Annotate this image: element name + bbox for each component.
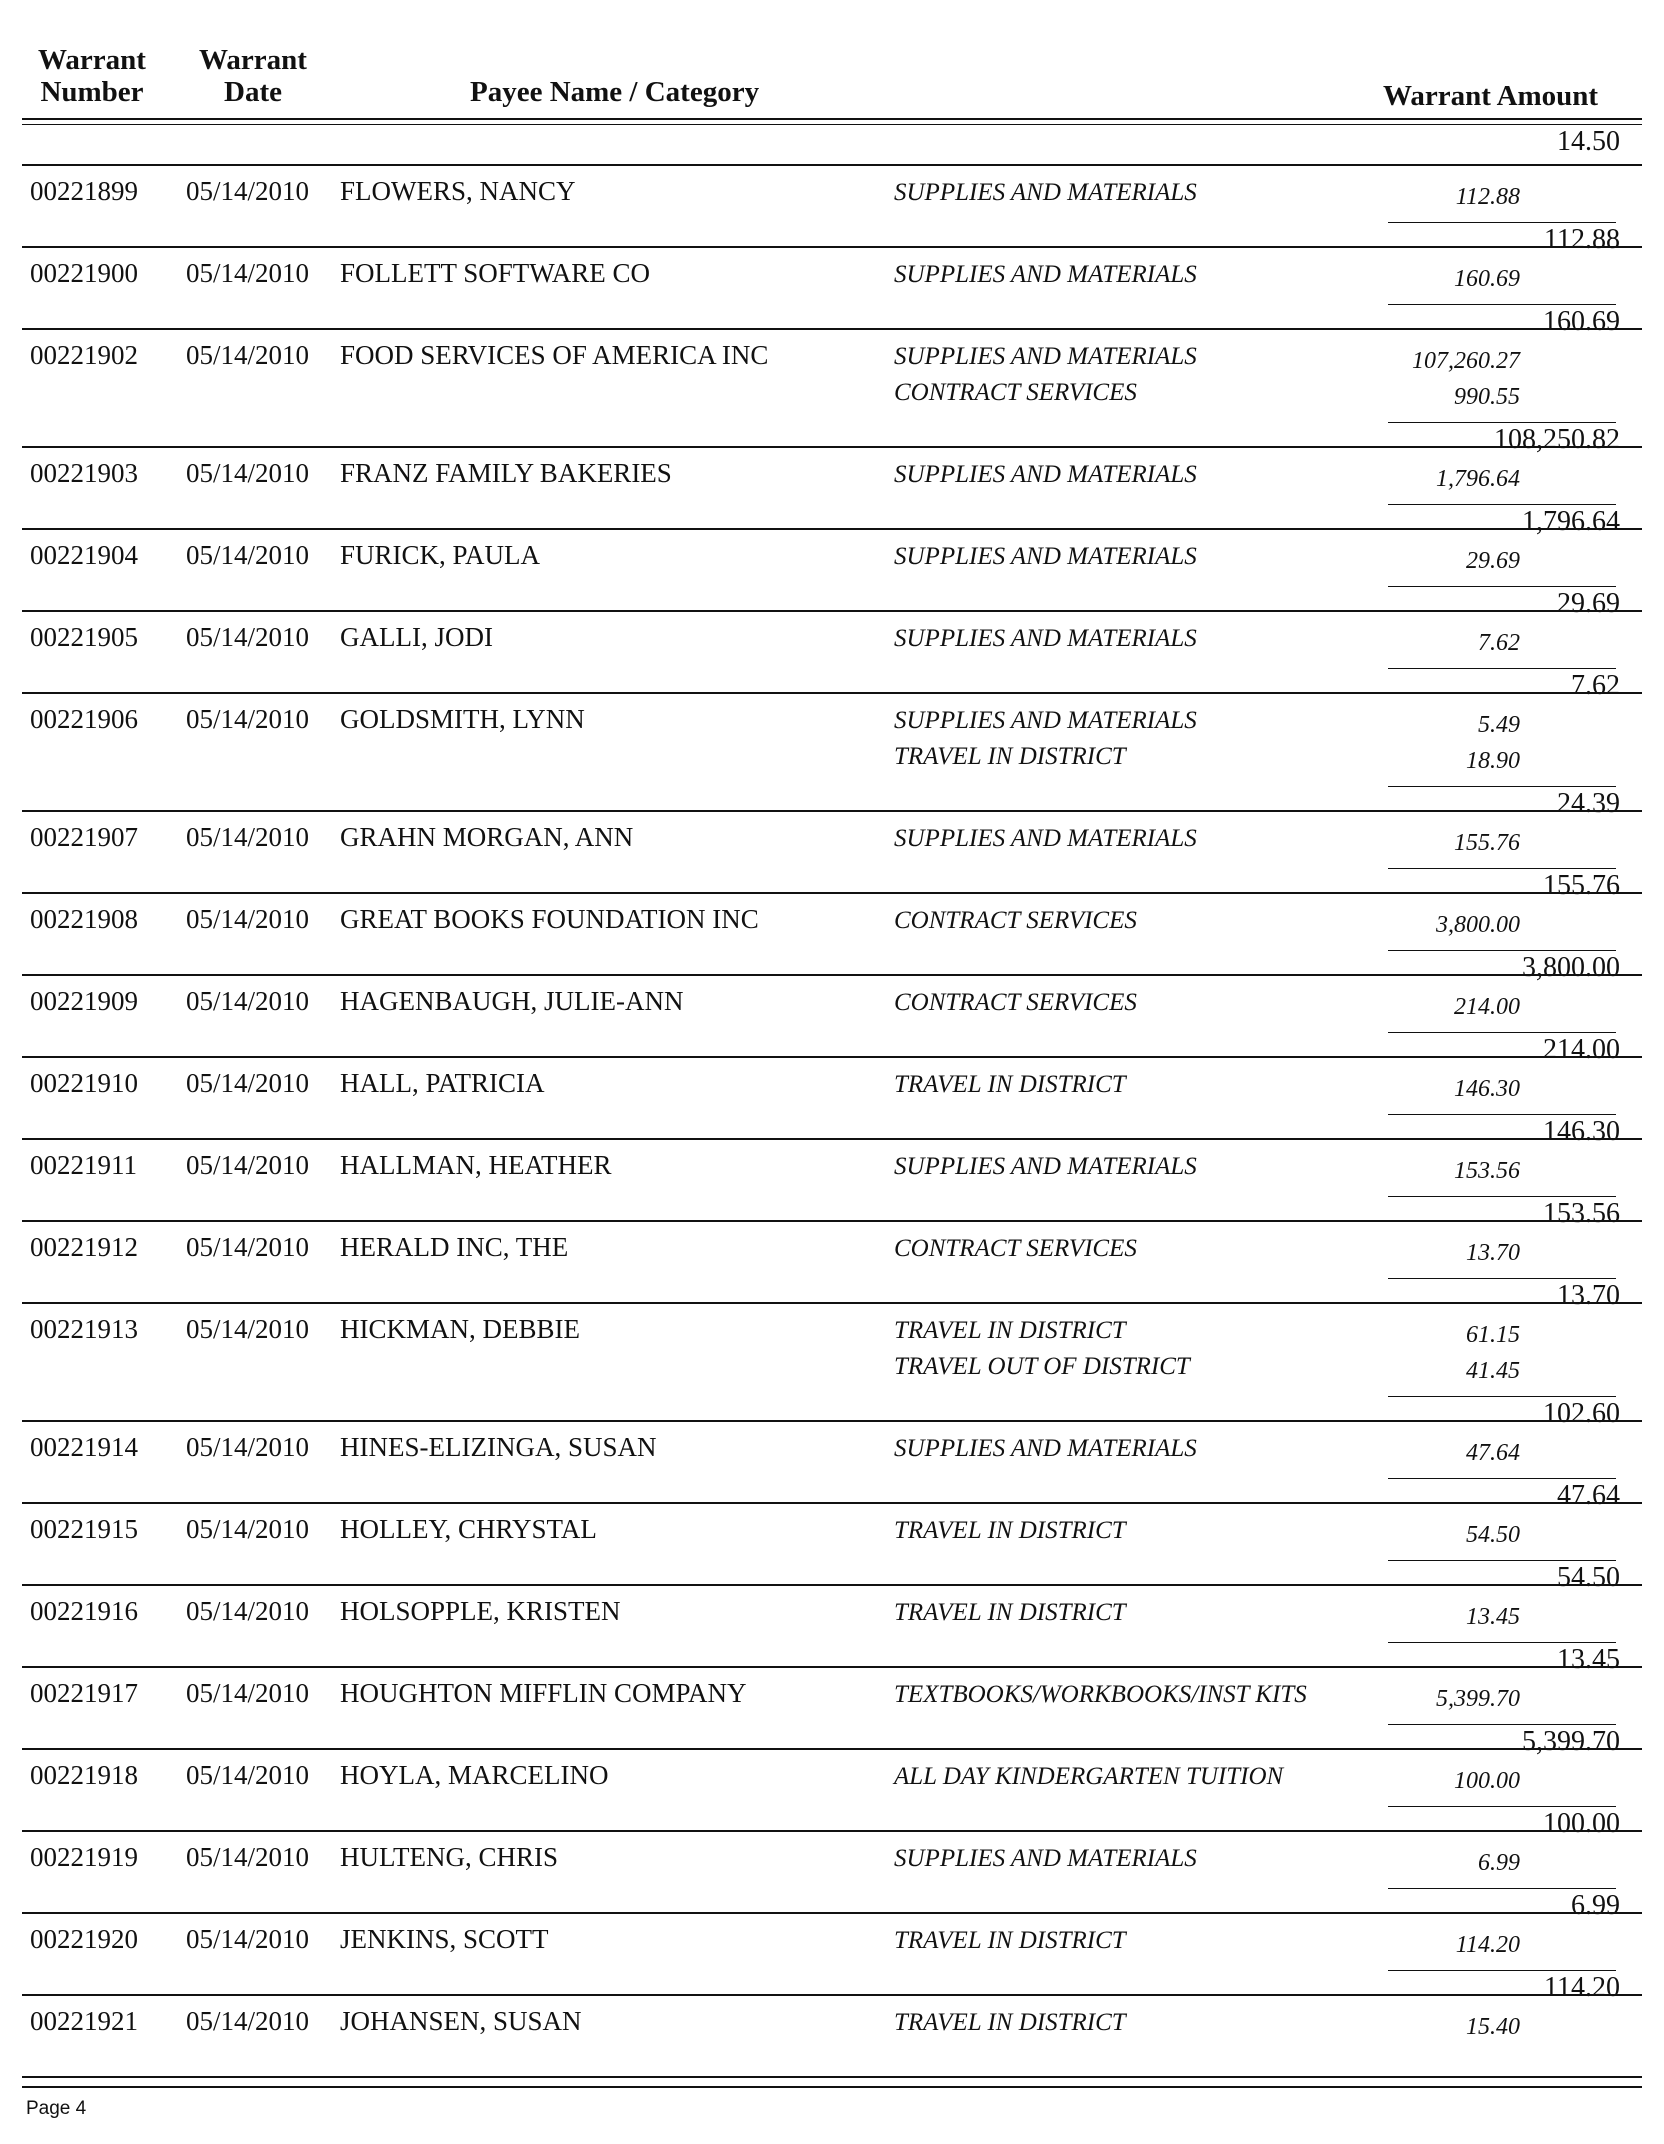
warrant-row <box>0 164 1664 255</box>
warrant-total: 160.69 <box>1543 306 1620 337</box>
category: SUPPLIES AND MATERIALS <box>894 543 1197 570</box>
subtotal-rule <box>1388 586 1616 587</box>
line-amount: 29.69 <box>1466 548 1520 574</box>
warrant-row <box>0 974 1664 1065</box>
warrant-row <box>0 1912 1664 2003</box>
warrant-number: 00221907 <box>30 822 138 852</box>
category: SUPPLIES AND MATERIALS <box>894 179 1197 206</box>
line-amount-list <box>1390 1930 1520 1966</box>
warrant-row <box>0 1666 1664 1757</box>
warrant-number: 00221921 <box>30 2006 138 2036</box>
warrant-total: 112.88 <box>1544 224 1620 255</box>
line-amount-list <box>1390 1848 1520 1884</box>
line-amount: 990.55 <box>1454 384 1520 410</box>
warrant-total: 155.76 <box>1543 870 1620 901</box>
subtotal-rule <box>1388 1806 1616 1807</box>
warrant-total: 114.20 <box>1544 1972 1620 2003</box>
warrant-date: 05/14/2010 <box>186 258 310 288</box>
row-rule <box>22 892 1642 894</box>
subtotal-rule <box>1388 950 1616 951</box>
subtotal-rule <box>1388 1396 1616 1397</box>
header-warrant-date: Warrant Date <box>199 44 307 108</box>
category-list <box>894 906 1137 942</box>
row-rule <box>22 1584 1642 1586</box>
line-amount: 214.00 <box>1454 994 1520 1020</box>
warrant-date: 05/14/2010 <box>186 1760 310 1790</box>
subtotal-rule <box>1388 868 1616 869</box>
line-amount: 112.88 <box>1455 184 1520 210</box>
row-rule <box>22 446 1642 448</box>
warrant-total: 3,800.00 <box>1522 952 1620 983</box>
row-rule <box>22 1912 1642 1914</box>
warrant-row <box>0 1584 1664 1675</box>
line-amount: 54.50 <box>1466 1522 1520 1548</box>
row-rule <box>22 1994 1642 1996</box>
warrant-number: 00221912 <box>30 1232 138 1262</box>
line-amount: 107,260.27 <box>1412 348 1520 374</box>
line-amount-list <box>1390 1520 1520 1556</box>
category-list <box>894 1516 1126 1552</box>
warrant-date: 05/14/2010 <box>186 458 310 488</box>
warrant-number: 00221904 <box>30 540 138 570</box>
category-list <box>894 260 1197 296</box>
category: TRAVEL IN DISTRICT <box>894 1071 1126 1098</box>
line-amount: 153.56 <box>1454 1158 1520 1184</box>
payee-name: HALL, PATRICIA <box>340 1068 545 1098</box>
line-amount: 100.00 <box>1454 1768 1520 1794</box>
warrant-row <box>0 1220 1664 1311</box>
line-amount: 41.45 <box>1466 1358 1520 1384</box>
warrant-date: 05/14/2010 <box>186 704 310 734</box>
category: ALL DAY KINDERGARTEN TUITION <box>894 1763 1284 1790</box>
category-list <box>894 1762 1283 1798</box>
category-list <box>894 1152 1197 1188</box>
header-warrant-number: Warrant Number <box>38 44 146 108</box>
row-rule <box>22 1420 1642 1422</box>
line-amount: 13.45 <box>1466 1604 1520 1630</box>
footer-rule <box>22 2086 1642 2088</box>
category: SUPPLIES AND MATERIALS <box>894 343 1197 370</box>
warrant-row <box>0 446 1664 537</box>
category: TRAVEL OUT OF DISTRICT <box>894 1353 1190 1380</box>
payee-name: FURICK, PAULA <box>340 540 541 570</box>
category: CONTRACT SERVICES <box>894 907 1137 934</box>
category: TRAVEL IN DISTRICT <box>894 1927 1126 1954</box>
payee-name: HOUGHTON MIFFLIN COMPANY <box>340 1678 747 1708</box>
category: CONTRACT SERVICES <box>894 379 1137 406</box>
warrant-date: 05/14/2010 <box>186 1514 310 1544</box>
category-list <box>894 342 1197 414</box>
line-amount: 155.76 <box>1454 830 1520 856</box>
warrant-number: 00221920 <box>30 1924 138 1954</box>
row-rule <box>22 610 1642 612</box>
warrant-total: 29.69 <box>1557 588 1620 619</box>
line-amount-list <box>1390 1156 1520 1192</box>
warrant-total: 1,796.64 <box>1522 506 1620 537</box>
warrant-total: 153.56 <box>1543 1198 1620 1229</box>
category-list <box>894 2008 1126 2044</box>
subtotal-rule <box>1388 1278 1616 1279</box>
warrant-total: 100.00 <box>1543 1808 1620 1839</box>
line-amount: 47.64 <box>1466 1440 1520 1466</box>
warrant-date: 05/14/2010 <box>186 540 310 570</box>
line-amount: 13.70 <box>1466 1240 1520 1266</box>
line-amount-list <box>1390 1438 1520 1474</box>
page-number: Page 4 <box>26 2098 87 2119</box>
row-rule <box>22 692 1642 694</box>
category: TEXTBOOKS/WORKBOOKS/INST KITS <box>894 1681 1307 1708</box>
warrant-row <box>0 892 1664 983</box>
payee-name: JOHANSEN, SUSAN <box>340 2006 582 2036</box>
category: SUPPLIES AND MATERIALS <box>894 1435 1197 1462</box>
category-list <box>894 1434 1197 1470</box>
line-amount: 18.90 <box>1466 748 1520 774</box>
warrant-date: 05/14/2010 <box>186 904 310 934</box>
warrant-date: 05/14/2010 <box>186 1150 310 1180</box>
warrant-number: 00221918 <box>30 1760 138 1790</box>
row-rule <box>22 528 1642 530</box>
line-amount-list <box>1390 1766 1520 1802</box>
subtotal-rule <box>1388 1560 1616 1561</box>
carryover-total: 14.50 <box>1557 126 1620 157</box>
warrant-date: 05/14/2010 <box>186 822 310 852</box>
line-amount-list <box>1390 828 1520 864</box>
category: SUPPLIES AND MATERIALS <box>894 825 1197 852</box>
warrant-date: 05/14/2010 <box>186 1314 310 1344</box>
line-amount-list <box>1390 346 1520 418</box>
line-amount-list <box>1390 992 1520 1028</box>
warrant-number: 00221917 <box>30 1678 138 1708</box>
warrant-number: 00221919 <box>30 1842 138 1872</box>
subtotal-rule <box>1388 1114 1616 1115</box>
warrant-total: 7.62 <box>1571 670 1620 701</box>
subtotal-rule <box>1388 222 1616 223</box>
subtotal-rule <box>1388 1478 1616 1479</box>
category: SUPPLIES AND MATERIALS <box>894 625 1197 652</box>
line-amount: 15.40 <box>1466 2014 1520 2040</box>
row-rule <box>22 1138 1642 1140</box>
warrant-total: 5,399.70 <box>1522 1726 1620 1757</box>
line-amount: 61.15 <box>1466 1322 1520 1348</box>
payee-name: FOOD SERVICES OF AMERICA INC <box>340 340 769 370</box>
warrant-number: 00221900 <box>30 258 138 288</box>
warrant-number: 00221913 <box>30 1314 138 1344</box>
line-amount: 5.49 <box>1478 712 1520 738</box>
category-list <box>894 824 1197 860</box>
warrant-number: 00221916 <box>30 1596 138 1626</box>
category: TRAVEL IN DISTRICT <box>894 1317 1126 1344</box>
warrant-row <box>0 328 1664 455</box>
warrant-row <box>0 1138 1664 1229</box>
row-rule <box>22 1830 1642 1832</box>
header-warrant-amount: Warrant Amount <box>1383 80 1599 112</box>
payee-name: GALLI, JODI <box>340 622 493 652</box>
category-list <box>894 178 1197 214</box>
warrant-number: 00221908 <box>30 904 138 934</box>
warrant-row <box>0 1830 1664 1921</box>
warrant-number: 00221915 <box>30 1514 138 1544</box>
row-rule <box>22 1502 1642 1504</box>
payee-name: HOLLEY, CHRYSTAL <box>340 1514 597 1544</box>
warrant-row <box>0 692 1664 819</box>
category: SUPPLIES AND MATERIALS <box>894 461 1197 488</box>
line-amount-list <box>1390 2012 1520 2048</box>
line-amount-list <box>1390 1602 1520 1638</box>
warrant-total: 54.50 <box>1557 1562 1620 1593</box>
payee-name: GRAHN MORGAN, ANN <box>340 822 634 852</box>
warrant-number: 00221911 <box>30 1150 137 1180</box>
line-amount-list <box>1390 1320 1520 1392</box>
category: TRAVEL IN DISTRICT <box>894 1599 1126 1626</box>
warrant-number: 00221914 <box>30 1432 138 1462</box>
subtotal-rule <box>1388 1724 1616 1725</box>
row-rule <box>22 974 1642 976</box>
payee-name: GOLDSMITH, LYNN <box>340 704 585 734</box>
category-list <box>894 542 1197 578</box>
warrant-number: 00221909 <box>30 986 138 1016</box>
category: CONTRACT SERVICES <box>894 989 1137 1016</box>
header-payee-category: Payee Name / Category <box>470 76 760 108</box>
payee-name: HINES-ELIZINGA, SUSAN <box>340 1432 657 1462</box>
payee-name: HOLSOPPLE, KRISTEN <box>340 1596 621 1626</box>
warrant-date: 05/14/2010 <box>186 986 310 1016</box>
category: CONTRACT SERVICES <box>894 1235 1137 1262</box>
subtotal-rule <box>1388 1032 1616 1033</box>
payee-name: HALLMAN, HEATHER <box>340 1150 612 1180</box>
category-list <box>894 1680 1307 1716</box>
subtotal-rule <box>1388 786 1616 787</box>
line-amount: 146.30 <box>1454 1076 1520 1102</box>
warrant-date: 05/14/2010 <box>186 1232 310 1262</box>
warrant-date: 05/14/2010 <box>186 1842 310 1872</box>
line-amount-list <box>1390 1074 1520 1110</box>
subtotal-rule <box>1388 1196 1616 1197</box>
payee-name: FRANZ FAMILY BAKERIES <box>340 458 672 488</box>
row-rule <box>22 164 1642 166</box>
category: SUPPLIES AND MATERIALS <box>894 1153 1197 1180</box>
warrant-total: 13.45 <box>1557 1644 1620 1675</box>
category: SUPPLIES AND MATERIALS <box>894 707 1197 734</box>
warrant-number: 00221899 <box>30 176 138 206</box>
category-list <box>894 1070 1126 1106</box>
line-amount-list <box>1390 464 1520 500</box>
warrant-total: 24.39 <box>1557 788 1620 819</box>
row-rule <box>22 1302 1642 1304</box>
category-list <box>894 1234 1137 1270</box>
line-amount-list <box>1390 710 1520 782</box>
category: TRAVEL IN DISTRICT <box>894 1517 1126 1544</box>
line-amount: 160.69 <box>1454 266 1520 292</box>
payee-name: JENKINS, SCOTT <box>340 1924 549 1954</box>
warrant-total: 146.30 <box>1543 1116 1620 1147</box>
warrant-total: 6.99 <box>1571 1890 1620 1921</box>
warrant-row <box>0 528 1664 619</box>
warrant-total: 47.64 <box>1557 1480 1620 1511</box>
warrant-date: 05/14/2010 <box>186 1432 310 1462</box>
row-rule <box>22 246 1642 248</box>
row-rule <box>22 2076 1642 2078</box>
warrant-date: 05/14/2010 <box>186 1924 310 1954</box>
category-list <box>894 1316 1190 1388</box>
payee-name: GREAT BOOKS FOUNDATION INC <box>340 904 759 934</box>
payee-name: FLOWERS, NANCY <box>340 176 576 206</box>
warrant-row <box>0 810 1664 901</box>
warrant-date: 05/14/2010 <box>186 2006 310 2036</box>
category-list <box>894 624 1197 660</box>
category-list <box>894 1844 1197 1880</box>
row-rule <box>22 1666 1642 1668</box>
warrant-total: 108,250.82 <box>1494 424 1620 455</box>
payee-name: FOLLETT SOFTWARE CO <box>340 258 651 288</box>
warrant-row <box>0 1994 1664 2076</box>
category-list <box>894 706 1197 778</box>
warrant-date: 05/14/2010 <box>186 622 310 652</box>
row-rule <box>22 1056 1642 1058</box>
category-list <box>894 1598 1126 1634</box>
line-amount-list <box>1390 910 1520 946</box>
warrant-number: 00221902 <box>30 340 138 370</box>
category-list <box>894 460 1197 496</box>
category-list <box>894 1926 1126 1962</box>
warrant-number: 00221910 <box>30 1068 138 1098</box>
warrant-date: 05/14/2010 <box>186 1596 310 1626</box>
warrant-total: 214.00 <box>1543 1034 1620 1065</box>
line-amount-list <box>1390 546 1520 582</box>
warrant-row <box>0 1302 1664 1429</box>
subtotal-rule <box>1388 1970 1616 1971</box>
payee-name: HULTENG, CHRIS <box>340 1842 559 1872</box>
payee-name: HERALD INC, THE <box>340 1232 569 1262</box>
warrant-row <box>0 1056 1664 1147</box>
warrant-row <box>0 1420 1664 1511</box>
row-rule <box>22 810 1642 812</box>
warrant-total: 13.70 <box>1557 1280 1620 1311</box>
line-amount: 7.62 <box>1478 630 1520 656</box>
subtotal-rule <box>1388 1642 1616 1643</box>
line-amount-list <box>1390 1684 1520 1720</box>
row-rule <box>22 1748 1642 1750</box>
category: TRAVEL IN DISTRICT <box>894 2009 1126 2036</box>
warrant-date: 05/14/2010 <box>186 1068 310 1098</box>
payee-name: HAGENBAUGH, JULIE-ANN <box>340 986 684 1016</box>
line-amount-list <box>1390 182 1520 218</box>
warrant-total: 102.60 <box>1543 1398 1620 1429</box>
line-amount: 6.99 <box>1478 1850 1520 1876</box>
warrant-number: 00221905 <box>30 622 138 652</box>
warrant-row <box>0 246 1664 337</box>
row-rule <box>22 328 1642 330</box>
warrant-date: 05/14/2010 <box>186 1678 310 1708</box>
category: SUPPLIES AND MATERIALS <box>894 261 1197 288</box>
warrant-number: 00221906 <box>30 704 138 734</box>
category: TRAVEL IN DISTRICT <box>894 743 1126 770</box>
subtotal-rule <box>1388 504 1616 505</box>
subtotal-rule <box>1388 422 1616 423</box>
payee-name: HICKMAN, DEBBIE <box>340 1314 580 1344</box>
subtotal-rule <box>1388 1888 1616 1889</box>
line-amount: 3,800.00 <box>1436 912 1520 938</box>
line-amount: 5,399.70 <box>1436 1686 1520 1712</box>
warrant-row <box>0 610 1664 701</box>
warrant-number: 00221903 <box>30 458 138 488</box>
category-list <box>894 988 1137 1024</box>
warrant-row <box>0 1748 1664 1839</box>
category: SUPPLIES AND MATERIALS <box>894 1845 1197 1872</box>
line-amount: 114.20 <box>1455 1932 1520 1958</box>
line-amount: 1,796.64 <box>1436 466 1520 492</box>
payee-name: HOYLA, MARCELINO <box>340 1760 609 1790</box>
line-amount-list <box>1390 628 1520 664</box>
warrant-date: 05/14/2010 <box>186 340 310 370</box>
subtotal-rule <box>1388 304 1616 305</box>
line-amount-list <box>1390 264 1520 300</box>
line-amount-list <box>1390 1238 1520 1274</box>
subtotal-rule <box>1388 668 1616 669</box>
warrant-date: 05/14/2010 <box>186 176 310 206</box>
row-rule <box>22 1220 1642 1222</box>
warrant-row <box>0 1502 1664 1593</box>
